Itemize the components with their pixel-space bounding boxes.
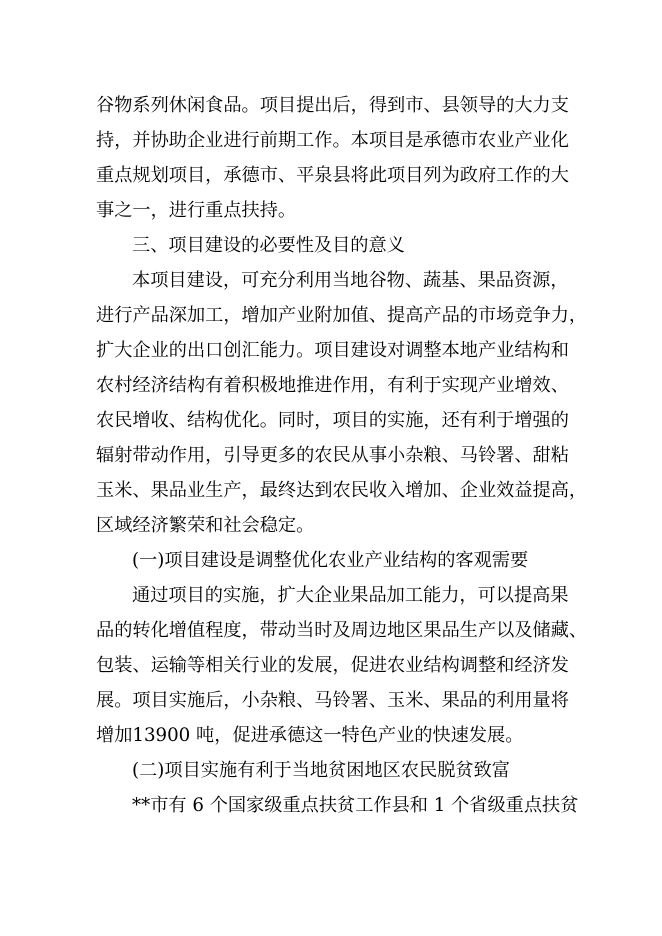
text-line-19: 增加13900 吨，促进承德这一特色产业的快速发展。 xyxy=(96,725,524,746)
text-line-21: **市有 6 个国家级重点扶贫工作县和 1 个省级重点扶贫 xyxy=(132,795,579,816)
text-line-7: 进行产品深加工，增加产业附加值、提高产品的市场竞争力， xyxy=(96,305,588,326)
text-line-17: 包装、运输等相关行业的发展，促进农业结构调整和经济发 xyxy=(96,655,569,676)
subheading-2: (二)项目实施有利于当地贫困地区农民脱贫致富 xyxy=(132,760,510,781)
section-heading: 三、项目建设的必要性及目的意义 xyxy=(132,235,405,256)
text-line-11: 辐射带动作用，引导更多的农民从事小杂粮、马铃署、甜粘 xyxy=(96,445,569,466)
text-line-3: 重点规划项目，承德市、平泉县将此项目列为政府工作的大 xyxy=(96,165,569,186)
text-line-10: 农民增收、结构优化。同时，项目的实施，还有利于增强的 xyxy=(96,410,569,431)
text-line-16: 品的转化增值程度，带动当时及周边地区果品生产以及储藏、 xyxy=(96,620,588,641)
text-line-2: 持，并协助企业进行前期工作。本项目是承德市农业产业化 xyxy=(96,130,569,151)
text-line-8: 扩大企业的出口创汇能力。项目建设对调整本地产业结构和 xyxy=(96,340,569,361)
text-line-15: 通过项目的实施，扩大企业果品加工能力，可以提高果 xyxy=(132,585,569,606)
text-line-1: 谷物系列休闲食品。项目提出后，得到市、县领导的大力支 xyxy=(96,95,569,116)
text-line-12: 玉米、果品业生产，最终达到农民收入增加、企业效益提高， xyxy=(96,480,588,501)
text-line-9: 农村经济结构有着积极地推进作用，有利于实现产业增效、 xyxy=(96,375,569,396)
text-line-4: 事之一，进行重点扶持。 xyxy=(96,200,297,221)
text-line-6: 本项目建设，可充分利用当地谷物、蔬基、果品资源， xyxy=(132,270,569,291)
text-line-18: 展。项目实施后，小杂粮、马铃署、玉米、果品的利用量将 xyxy=(96,690,569,711)
subheading-1: (一)项目建设是调整优化农业产业结构的客观需要 xyxy=(132,550,529,571)
text-line-13: 区域经济繁荣和社会稳定。 xyxy=(96,515,315,536)
